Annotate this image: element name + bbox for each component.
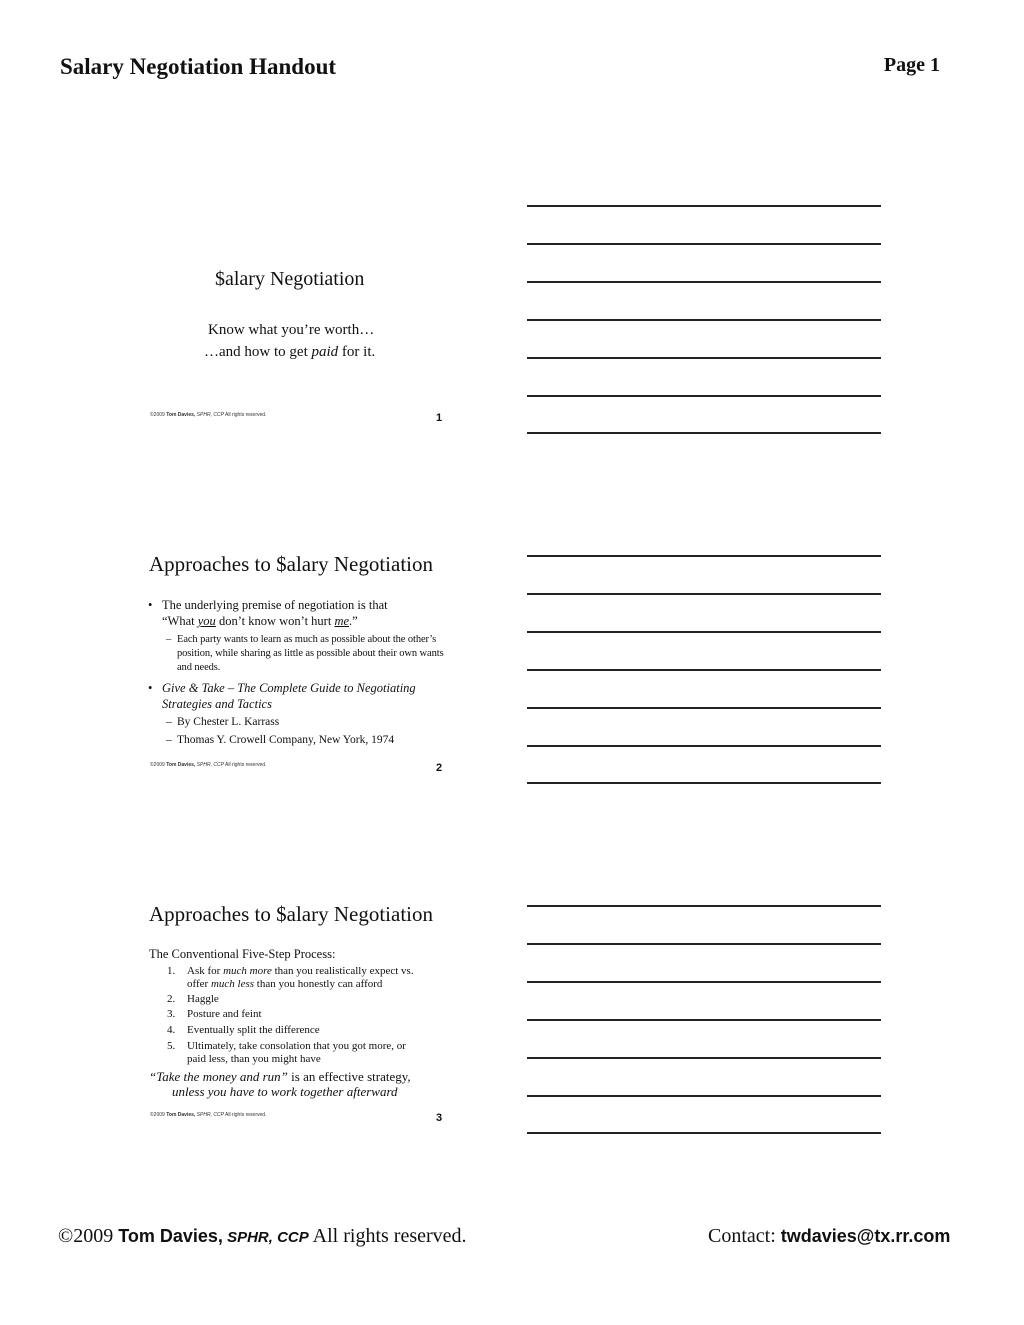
slide-3-intro: The Conventional Five-Step Process: xyxy=(149,947,336,961)
slide-2-sub-bullet-1: – Each party wants to learn as much as possible about the other’s position, while sharing as little as possible about their own wants and needs. xyxy=(166,634,444,673)
slide-2-bullet-2: • Give & Take – The Complete Guide to Negotiating Strategies and Tactics xyxy=(148,681,416,711)
slide-3-step-3: 3. Posture and feint xyxy=(167,1008,262,1020)
slide-1-tagline-1: Know what you’re worth… xyxy=(208,322,375,338)
slide-3-closing-line-2: unless you have to work together afterward xyxy=(172,1084,398,1099)
note-line xyxy=(527,357,881,359)
slide-1-tagline-2: …and how to get paid for it. xyxy=(204,344,376,360)
note-line xyxy=(527,1095,881,1097)
slide-3 xyxy=(140,902,460,1132)
slide-3-step-1: 1. Ask for much more than you realistically expect vs. offer much less than you honestly can afford xyxy=(167,965,414,990)
page-number: Page 1 xyxy=(883,54,940,76)
note-line xyxy=(527,631,881,633)
note-line xyxy=(527,319,881,321)
note-line xyxy=(527,1019,881,1021)
slide-2-bullet-1: • The underlying premise of negotiation is that “What you don’t know won’t hurt me.” xyxy=(148,598,388,628)
slide-3-step-4: 4. Eventually split the difference xyxy=(167,1024,320,1036)
slide-3-copyright: ©2009 Tom Davies, SPHR, CCP All rights reserved. xyxy=(150,1112,267,1118)
note-line xyxy=(527,593,881,595)
slide-2-title: Approaches to $alary Negotiation xyxy=(149,552,433,576)
slide-3-step-5: 5. Ultimately, take consolation that you got more, or paid less, than you might have xyxy=(167,1040,406,1065)
handout-title: Salary Negotiation Handout xyxy=(60,54,337,79)
note-line xyxy=(527,281,881,283)
note-line xyxy=(527,395,881,397)
note-line xyxy=(527,981,881,983)
slide-3-title: Approaches to $alary Negotiation xyxy=(149,902,433,926)
note-line xyxy=(527,1057,881,1059)
slide-2 xyxy=(140,552,460,782)
slide-1-title: $alary Negotiation xyxy=(215,268,365,290)
slide-1-copyright: ©2009 Tom Davies, SPHR, CCP All rights reserved. xyxy=(150,412,267,418)
note-line xyxy=(527,745,881,747)
page-footer-copyright: ©2009 Tom Davies, SPHR, CCP All rights reserved. xyxy=(58,1225,467,1247)
slide-1-number: 1 xyxy=(436,412,443,424)
page-footer-contact: Contact: twdavies@tx.rr.com xyxy=(708,1225,951,1247)
slide-3-step-2: 2. Haggle xyxy=(167,993,219,1005)
slide-2-number: 2 xyxy=(436,762,443,774)
note-line xyxy=(527,782,881,784)
note-line xyxy=(527,1132,881,1134)
contact-email[interactable]: twdavies@tx.rr.com xyxy=(780,1226,951,1246)
slide-2-copyright: ©2009 Tom Davies, SPHR, CCP All rights reserved. xyxy=(150,762,267,768)
slide-2-sub-bullet-2: – By Chester L. Karrass xyxy=(166,716,280,728)
note-line xyxy=(527,243,881,245)
note-line xyxy=(527,943,881,945)
slide-3-closing-line-1: “Take the money and run” is an effective strategy, xyxy=(149,1069,411,1084)
slide-2-sub-bullet-3: – Thomas Y. Crowell Company, New York, 1974 xyxy=(166,734,395,746)
slide-3-number: 3 xyxy=(436,1112,443,1124)
slide-1 xyxy=(140,268,460,428)
note-line xyxy=(527,905,881,907)
note-line xyxy=(527,205,881,207)
note-line xyxy=(527,432,881,434)
note-line xyxy=(527,555,881,557)
note-line xyxy=(527,707,881,709)
note-line xyxy=(527,669,881,671)
